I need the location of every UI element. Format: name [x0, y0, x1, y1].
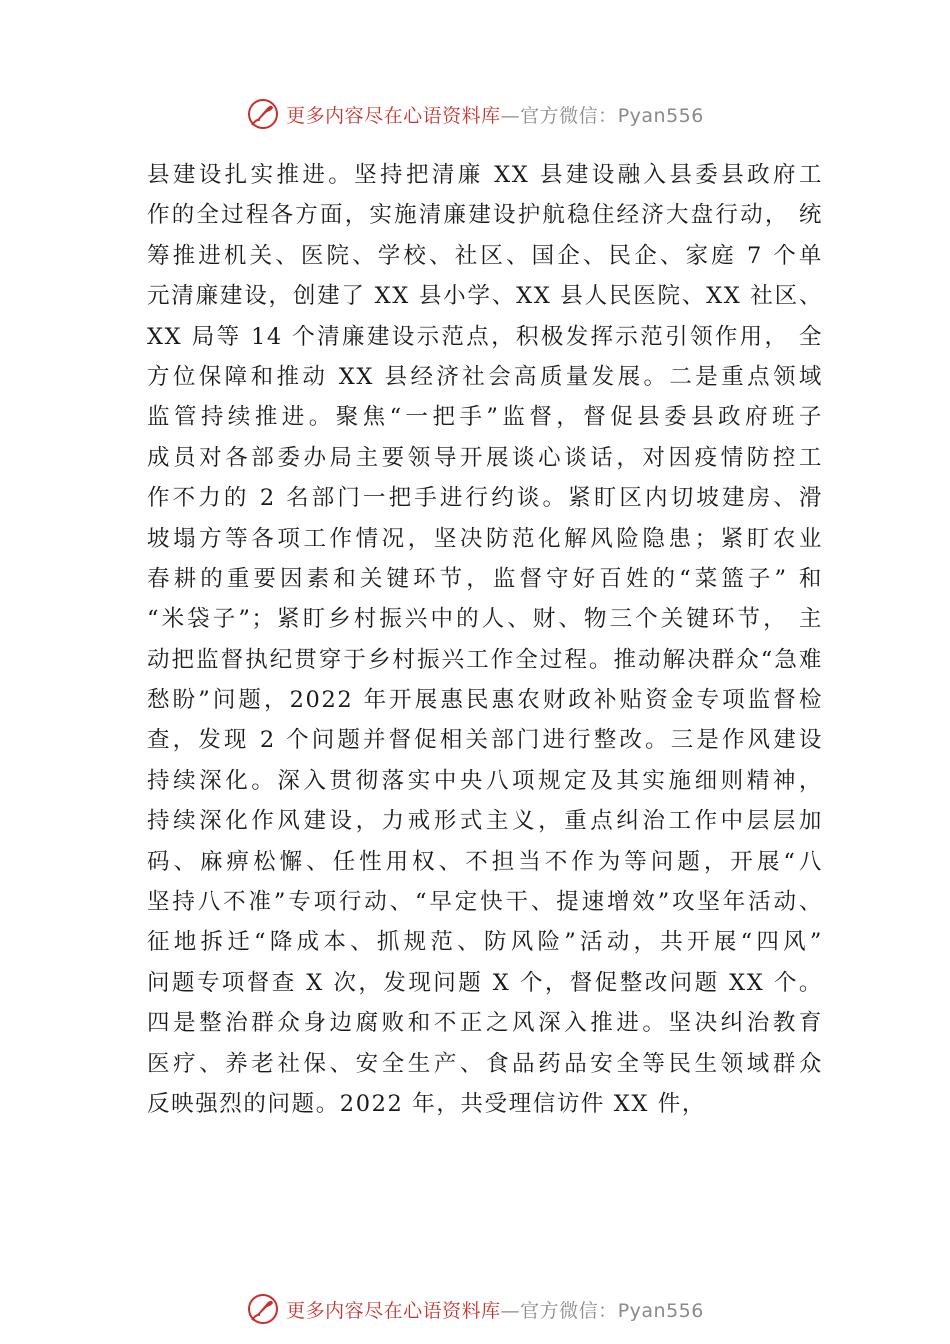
body-line: 持续深化作风建设，力戒形式主义，重点纠治工作中层层加: [147, 808, 823, 835]
body-line: 问题专项督查 X 次，发现问题 X 个，督促整改问题 XX 个。: [147, 969, 823, 996]
header-text: [286, 101, 704, 128]
footer-wechat-handle: Pyan556: [617, 1299, 704, 1322]
body-line: “米袋子”；紧盯乡村振兴中的人、财、物三个关键环节， 主: [147, 606, 823, 633]
header-wechat-handle: Pyan556: [617, 104, 704, 127]
body-line: 作不力的 2 名部门一把手进行约谈。紧盯区内切坡建房、滑: [147, 485, 823, 512]
quill-pen-logo-icon: [246, 97, 280, 131]
quill-pen-logo-icon: [246, 1292, 280, 1326]
header-banner: [0, 94, 950, 134]
body-line: 反映强烈的问题。2022 年，共受理信访件 XX 件，: [147, 1090, 706, 1117]
body-line: 筹推进机关、医院、学校、社区、国企、民企、家庭 7 个单: [147, 242, 823, 269]
header-brand-text: 更多内容尽在心语资料库: [286, 104, 501, 127]
body-line: 查，发现 2 个问题并督促相关部门进行整改。三是作风建设: [147, 727, 823, 754]
body-line: 坚持八不准”专项行动、“早定快干、提速增效”攻坚年活动、: [147, 889, 823, 916]
footer-banner: [0, 1289, 950, 1329]
footer-text: [286, 1296, 704, 1323]
body-line: 成员对各部委办局主要领导开展谈心谈话，对因疫情防控工: [147, 444, 823, 471]
body-line: 医疗、养老社保、安全生产、食品药品安全等民生领域群众: [147, 1050, 823, 1077]
body-line: XX 局等 14 个清廉建设示范点，积极发挥示范引领作用， 全: [147, 323, 823, 350]
footer-wechat-label: 官方微信：: [520, 1299, 618, 1322]
body-line: 愁盼”问题，2022 年开展惠民惠农财政补贴资金专项监督检: [147, 687, 823, 714]
body-line: 元清廉建设，创建了 XX 县小学、XX 县人民医院、XX 社区、: [147, 283, 823, 310]
body-line: 动把监督执纪贯穿于乡村振兴工作全过程。推动解决群众“急难: [147, 646, 823, 673]
body-line: 征地拆迁“降成本、抓规范、防风险”活动，共开展“四风”: [147, 929, 823, 956]
header-wechat-label: 官方微信：: [520, 104, 618, 127]
body-line: 坡塌方等各项工作情况，坚决防范化解风险隐患；紧盯农业: [147, 525, 823, 552]
body-line: 作的全过程各方面，实施清廉建设护航稳住经济大盘行动， 统: [147, 202, 823, 229]
body-line: 持续深化。深入贯彻落实中央八项规定及其实施细则精神，: [147, 767, 823, 794]
header-dash: —: [500, 104, 521, 127]
body-line: 四是整治群众身边腐败和不正之风深入推进。坚决纠治教育: [147, 1010, 823, 1037]
body-line: 春耕的重要因素和关键环节，监督守好百姓的“菜篮子” 和: [147, 565, 823, 592]
body-line: 县建设扎实推进。坚持把清廉 XX 县建设融入县委县政府工: [147, 162, 823, 188]
footer-dash: —: [500, 1299, 521, 1322]
body-line: 方位保障和推动 XX 县经济社会高质量发展。二是重点领域: [147, 363, 823, 390]
footer-brand-text: 更多内容尽在心语资料库: [286, 1299, 501, 1322]
body-line: 监管持续推进。聚焦“一把手”监督，督促县委县政府班子: [147, 404, 823, 431]
body-line: 码、麻痹松懈、任性用权、不担当不作为等问题，开展“八: [147, 848, 823, 875]
document-body: [147, 155, 823, 1124]
